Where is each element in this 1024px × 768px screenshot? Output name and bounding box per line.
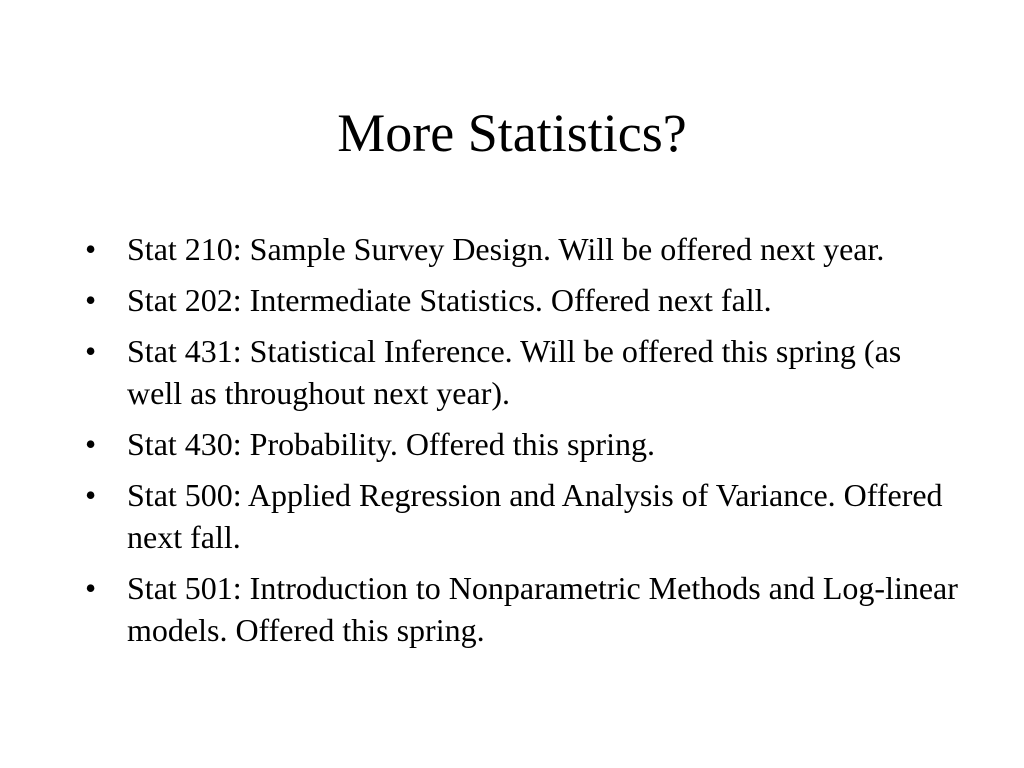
bullet-icon: • [85,477,97,513]
bullet-text: Stat 501: Introduction to Nonparametric Methods and Log-linear models. Offered this spring. [127,570,958,648]
bullet-item-stat-500 [82,474,962,558]
bullet-text: Stat 210: Sample Survey Design. Will be offered next year. [127,231,885,267]
bullet-icon: • [85,570,97,606]
bullet-item-stat-210 [82,228,962,270]
bullet-item-stat-202 [82,279,962,321]
bullet-icon: • [85,333,97,369]
bullet-list [82,228,962,660]
bullet-item-stat-501 [82,567,962,651]
bullet-text: Stat 431: Statistical Inference. Will be offered this spring (as well as throughout next year). [127,333,902,411]
bullet-text: Stat 430: Probability. Offered this spring. [127,426,655,462]
bullet-item-stat-431 [82,330,962,414]
bullet-icon: • [85,231,97,267]
bullet-icon: • [85,426,97,462]
bullet-icon: • [85,282,97,318]
slide-title: More Statistics? [337,103,687,163]
bullet-text: Stat 500: Applied Regression and Analysis of Variance. Offered next fall. [127,477,943,555]
bullet-text: Stat 202: Intermediate Statistics. Offered next fall. [127,282,772,318]
bullet-item-stat-430 [82,423,962,465]
